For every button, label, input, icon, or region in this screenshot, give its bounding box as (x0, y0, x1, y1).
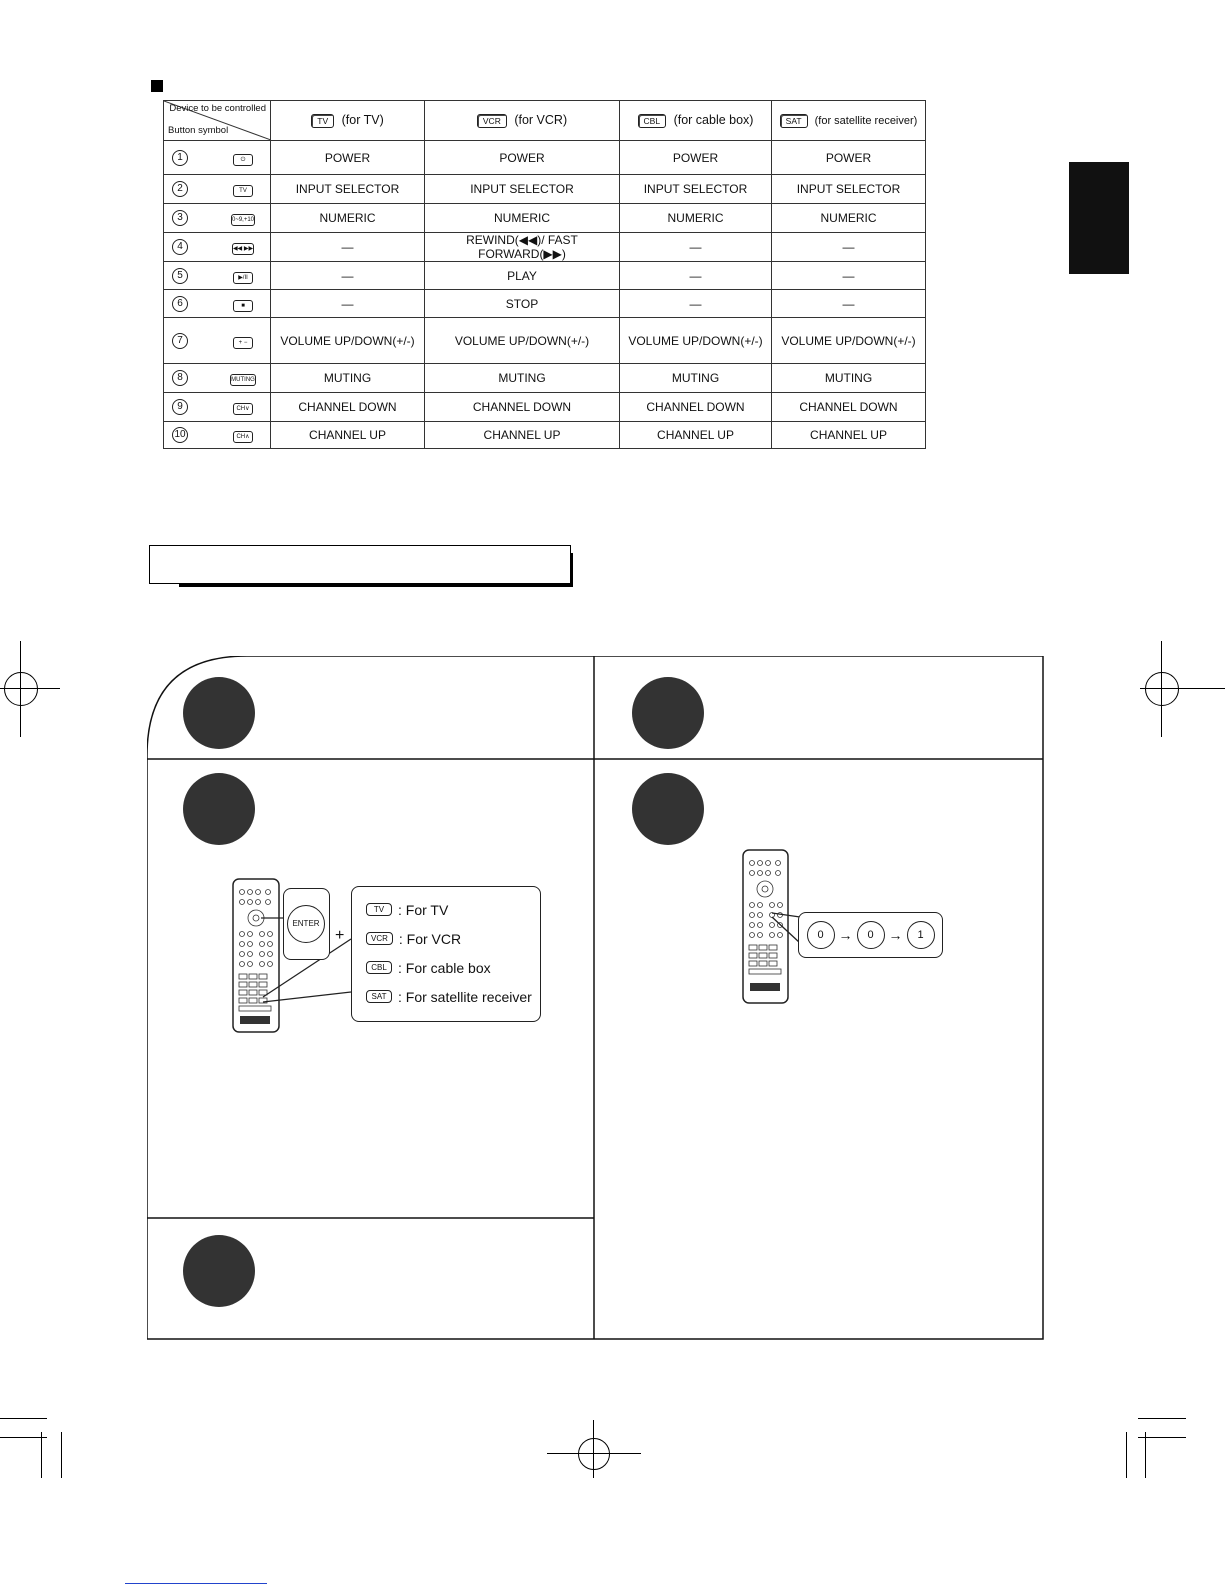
arrow-icon: → (888, 927, 903, 943)
button-symbol-cell (164, 318, 271, 364)
button-symbol-cell (164, 422, 271, 449)
row-number: 4 (172, 239, 188, 255)
remote-key-icon: ▶/II (233, 272, 253, 284)
row-number: 1 (172, 150, 188, 166)
function-cell: INPUT SELECTOR (620, 175, 772, 204)
function-cell: CHANNEL UP (772, 422, 926, 449)
function-cell: CHANNEL UP (425, 422, 620, 449)
function-cell: POWER (271, 141, 425, 175)
device-header-sat (772, 101, 926, 141)
button-symbol-icon (208, 427, 278, 443)
function-cell: STOP (425, 290, 620, 318)
table-corner-cell (164, 101, 271, 141)
reg-mark-left-circle (4, 672, 38, 706)
vcr-key-icon: VCR (366, 932, 393, 945)
button-symbol-cell (164, 175, 271, 204)
device-button-table (163, 100, 926, 449)
function-cell: NUMERIC (425, 204, 620, 233)
function-cell: — (620, 233, 772, 262)
table-row (164, 175, 926, 204)
function-cell: REWIND(◀◀)/ FAST FORWARD(▶▶) (425, 233, 620, 262)
row-number: 5 (172, 268, 188, 284)
crop-mark (0, 1418, 47, 1419)
tv-key-icon: TV (366, 903, 392, 916)
remote-key-icon: ◀◀ ▶▶ (232, 243, 254, 255)
function-cell: CHANNEL DOWN (271, 393, 425, 422)
function-cell: MUTING (772, 364, 926, 393)
corner-device-label: Device to be controlled (169, 103, 266, 114)
device-legend-box (351, 886, 541, 1022)
function-cell: POWER (425, 141, 620, 175)
row-number: 2 (172, 181, 188, 197)
legend-text: : For TV (398, 901, 449, 918)
table-row (164, 318, 926, 364)
device-header-label: (for satellite receiver) (814, 114, 918, 127)
legend-text: : For VCR (398, 930, 462, 947)
step-circle-2 (632, 677, 704, 749)
chapter-tab (1069, 162, 1129, 274)
remote-key-icon: + − (233, 337, 253, 349)
table-row (164, 290, 926, 318)
function-cell: — (620, 262, 772, 290)
legend-row-sat (366, 982, 540, 1011)
cbl-key-icon: CBL (366, 961, 392, 974)
device-header-tv (271, 101, 425, 141)
function-cell: CHANNEL UP (620, 422, 772, 449)
arrow-icon: → (838, 927, 853, 943)
device-header-vcr (425, 101, 620, 141)
button-symbol-cell (164, 262, 271, 290)
crop-mark (41, 1432, 42, 1478)
function-cell: — (271, 290, 425, 318)
legend-row-vcr (366, 924, 540, 953)
step-circle-4 (632, 773, 704, 845)
function-cell: — (271, 233, 425, 262)
function-cell: NUMERIC (620, 204, 772, 233)
function-cell: VOLUME UP/DOWN(+/-) (620, 318, 772, 364)
table-header-row (164, 101, 926, 141)
function-cell: — (271, 262, 425, 290)
button-symbol-icon (208, 268, 278, 284)
button-symbol-icon (208, 399, 278, 415)
function-cell: NUMERIC (772, 204, 926, 233)
table-row (164, 204, 926, 233)
crop-mark (61, 1432, 62, 1478)
function-cell: CHANNEL DOWN (620, 393, 772, 422)
sat-key-icon: SAT (366, 990, 392, 1003)
button-symbol-icon (208, 239, 278, 255)
function-cell: — (772, 262, 926, 290)
table-body (164, 141, 926, 449)
sat-key-icon: SAT (780, 114, 808, 128)
button-symbol-icon (208, 296, 278, 312)
button-symbol-icon (208, 370, 278, 386)
button-symbol-cell (164, 290, 271, 318)
reg-mark-right-circle (1145, 672, 1179, 706)
remote-key-icon: MUTING (230, 374, 256, 386)
button-symbol-cell (164, 364, 271, 393)
remote-key-icon: TV (233, 185, 253, 197)
function-cell: INPUT SELECTOR (425, 175, 620, 204)
button-symbol-cell (164, 141, 271, 175)
corner-button-label: Button symbol (168, 125, 229, 136)
cbl-key-icon: CBL (638, 114, 667, 128)
step-circle-1 (183, 677, 255, 749)
row-number: 9 (172, 399, 188, 415)
device-header-label: (for cable box) (673, 113, 754, 128)
function-cell: — (772, 290, 926, 318)
function-cell: MUTING (271, 364, 425, 393)
function-cell: MUTING (425, 364, 620, 393)
section-bullet (151, 80, 163, 92)
crop-mark (0, 1437, 47, 1438)
row-number: 10 (172, 427, 188, 443)
legend-row-cbl (366, 953, 540, 982)
legend-row-tv (366, 895, 540, 924)
function-cell: VOLUME UP/DOWN(+/-) (271, 318, 425, 364)
row-number: 6 (172, 296, 188, 312)
button-symbol-icon (208, 210, 278, 226)
function-cell: INPUT SELECTOR (772, 175, 926, 204)
plus-sign: + (335, 927, 345, 944)
function-cell: CHANNEL DOWN (772, 393, 926, 422)
function-cell: CHANNEL DOWN (425, 393, 620, 422)
button-symbol-cell (164, 204, 271, 233)
button-symbol-cell (164, 393, 271, 422)
button-symbol-cell (164, 233, 271, 262)
legend-text: : For satellite receiver (398, 988, 532, 1005)
tv-key-icon: TV (311, 114, 334, 128)
function-cell: POWER (620, 141, 772, 175)
enter-key-icon: ENTER (287, 905, 325, 943)
remote-key-icon: 0~9,+10 (231, 214, 255, 226)
function-cell: — (620, 290, 772, 318)
table-row (164, 233, 926, 262)
function-cell: VOLUME UP/DOWN(+/-) (772, 318, 926, 364)
function-cell: NUMERIC (271, 204, 425, 233)
function-cell: CHANNEL UP (271, 422, 425, 449)
button-symbol-icon (208, 181, 278, 197)
step-circle-3 (183, 773, 255, 845)
function-cell: — (772, 233, 926, 262)
crop-mark (1126, 1432, 1127, 1478)
vcr-key-icon: VCR (477, 114, 507, 128)
button-symbol-icon (208, 150, 278, 166)
digit-key-icon: 1 (907, 921, 935, 949)
code-entry-box (798, 912, 943, 958)
table-row (164, 141, 926, 175)
step-circle-5 (183, 1235, 255, 1307)
remote-key-icon: ■ (233, 300, 253, 312)
function-cell: VOLUME UP/DOWN(+/-) (425, 318, 620, 364)
row-number: 3 (172, 210, 188, 226)
table-row (164, 422, 926, 449)
function-cell: INPUT SELECTOR (271, 175, 425, 204)
digit-key-icon: 0 (807, 921, 835, 949)
reg-mark-bottom-circle (578, 1438, 610, 1470)
legend-text: : For cable box (398, 959, 491, 976)
remote-key-icon: ⏻ (233, 154, 253, 166)
function-cell: PLAY (425, 262, 620, 290)
remote-key-icon: CH∧ (233, 431, 253, 443)
crop-mark (1145, 1432, 1146, 1478)
row-number: 8 (172, 370, 188, 386)
button-symbol-icon (208, 333, 278, 349)
table-row (164, 262, 926, 290)
bottom-link-underline (125, 1583, 267, 1584)
heading-box (149, 545, 571, 584)
function-cell: POWER (772, 141, 926, 175)
row-number: 7 (172, 333, 188, 349)
digit-key-icon: 0 (857, 921, 885, 949)
table-row (164, 393, 926, 422)
table-row (164, 364, 926, 393)
crop-mark (1138, 1418, 1186, 1419)
device-header-label: (for VCR) (514, 113, 568, 128)
device-header-label: (for TV) (341, 113, 384, 128)
function-cell: MUTING (620, 364, 772, 393)
device-header-cbl (620, 101, 772, 141)
remote-key-icon: CH∨ (233, 403, 253, 415)
